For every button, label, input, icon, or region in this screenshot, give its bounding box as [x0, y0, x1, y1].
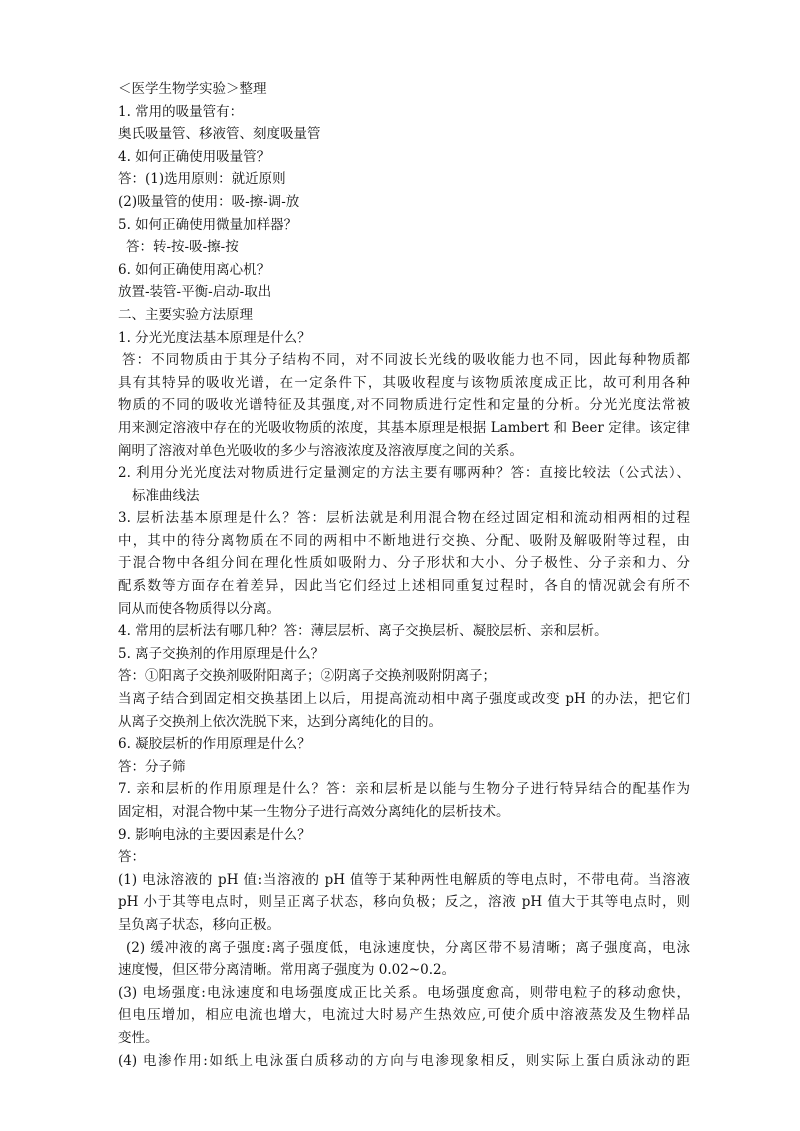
text-line: 6. 凝胶层析的作用原理是什么？	[118, 736, 311, 753]
text-line: pH 小于其等电点时，则呈正离子状态，移向负极；反之，溶液 pH 值大于其等电点时，则	[118, 894, 690, 911]
text-line: (1) 电泳溶液的 pH 值:当溶液的 pH 值等于某种两性电解质的等电点时，不带电荷。当溶液	[118, 871, 690, 888]
text-line: 于混合物中各组分间在理化性质如吸附力、分子形状和大小、分子极性、分子亲和力、分	[118, 555, 690, 572]
text-line: 呈负离子状态，移向正极。	[118, 916, 280, 933]
text-line: 当离子结合到固定相交换基团上以后，用提高流动相中离子强度或改变 pH 的办法，把它们	[118, 691, 690, 708]
section-heading: 二、主要实验方法原理	[118, 306, 253, 323]
text-line: 固定相，对混合物中某一生物分子进行高效分离纯化的层析技术。	[118, 804, 510, 820]
text-line: 答：(1)选用原则：就近原则	[118, 171, 286, 188]
text-line: 答：不同物质由于其分子结构不同，对不同波长光线的吸收能力也不同，因此每种物质都	[122, 352, 690, 369]
text-line: 答：	[118, 849, 145, 866]
text-line: 3. 层析法基本原理是什么？答：层析法就是利用混合物在经过固定相和流动相两相的过程	[118, 510, 690, 527]
text-line: 阐明了溶液对单色光吸收的多少与溶液浓度及溶液厚度之间的关系。	[118, 442, 523, 459]
text-line: 变性。	[118, 1029, 159, 1046]
text-line: 9. 影响电泳的主要因素是什么？	[118, 826, 311, 843]
text-line: (2)吸量管的使用：吸-擦-调-放	[118, 193, 300, 210]
text-line: 但电压增加，相应电流也增大，电流过大时易产生热效应,可使介质中溶液蒸发及生物样品	[118, 1007, 690, 1024]
text-line: 5. 如何正确使用微量加样器？	[118, 216, 298, 233]
document-page	[118, 78, 690, 1072]
text-line: (4) 电渗作用:如纸上电泳蛋白质移动的方向与电渗现象相反，则实际上蛋白质泳动的距	[118, 1052, 690, 1069]
text-line: 5. 离子交换剂的作用原理是什么？	[118, 645, 325, 662]
document-title: ＜医学生物学实验＞整理	[118, 81, 267, 97]
text-line: 放置-装管-平衡-启动-取出	[118, 284, 272, 301]
text-line: 标准曲线法	[132, 487, 200, 504]
text-line: 奥氏吸量管、移液管、刻度吸量管	[118, 126, 321, 143]
text-line: 2. 利用分光光度法对物质进行定量测定的方法主要有哪两种？答：直接比较法（公式法）、	[118, 465, 690, 482]
text-line: 从离子交换剂上依次洗脱下来，达到分离纯化的目的。	[118, 713, 442, 730]
text-line: 用来测定溶液中存在的光吸收物质的浓度，其基本原理是根据 Lambert 和 Beer 定律。该定律	[118, 419, 690, 436]
text-line: 1. 分光光度法基本原理是什么？	[118, 329, 311, 346]
text-line: 同从而使各物质得以分离。	[118, 600, 280, 617]
text-line: (3) 电场强度:电泳速度和电场强度成正比关系。电场强度愈高，则带电粒子的移动愈快，	[118, 984, 690, 1001]
text-line: 4. 常用的层析法有哪几种？答：薄层层析、离子交换层析、凝胶层析、亲和层析。	[118, 623, 608, 640]
text-line: 物质的不同的吸收光谱特征及其强度,对不同物质进行定性和定量的分析。分光光度法常被	[118, 397, 690, 414]
text-line: 速度慢，但区带分离清晰。常用离子强度为 0.02~0.2。	[118, 962, 456, 979]
text-line: (2) 缓冲液的离子强度:离子强度低，电泳速度快，分离区带不易清晰；离子强度高，电泳	[126, 939, 690, 956]
text-line: 答：①阳离子交换剂吸附阳离子；②阴离子交换剂吸附阴离子；	[118, 668, 496, 685]
text-line: 配系数等方面存在着差异，因此当它们经过上述相同重复过程时，各自的情况就会有所不	[118, 578, 690, 595]
text-line: 答：分子筛	[118, 758, 186, 775]
text-line: 答：转-按-吸-擦-按	[126, 239, 239, 256]
text-line: 6. 如何正确使用离心机？	[118, 261, 271, 278]
text-line: 4. 如何正确使用吸量管？	[118, 148, 271, 165]
text-line: 具有其特异的吸收光谱，在一定条件下，其吸收程度与该物质浓度成正比，故可利用各种	[118, 374, 690, 391]
text-line: 1. 常用的吸量管有：	[118, 103, 244, 120]
text-line: 中，其中的待分离物质在不同的两相中不断地进行交换、分配、吸附及解吸附等过程，由	[118, 532, 690, 549]
text-line: 7. 亲和层析的作用原理是什么？答：亲和层析是以能与生物分子进行特异结合的配基作为	[118, 781, 690, 798]
